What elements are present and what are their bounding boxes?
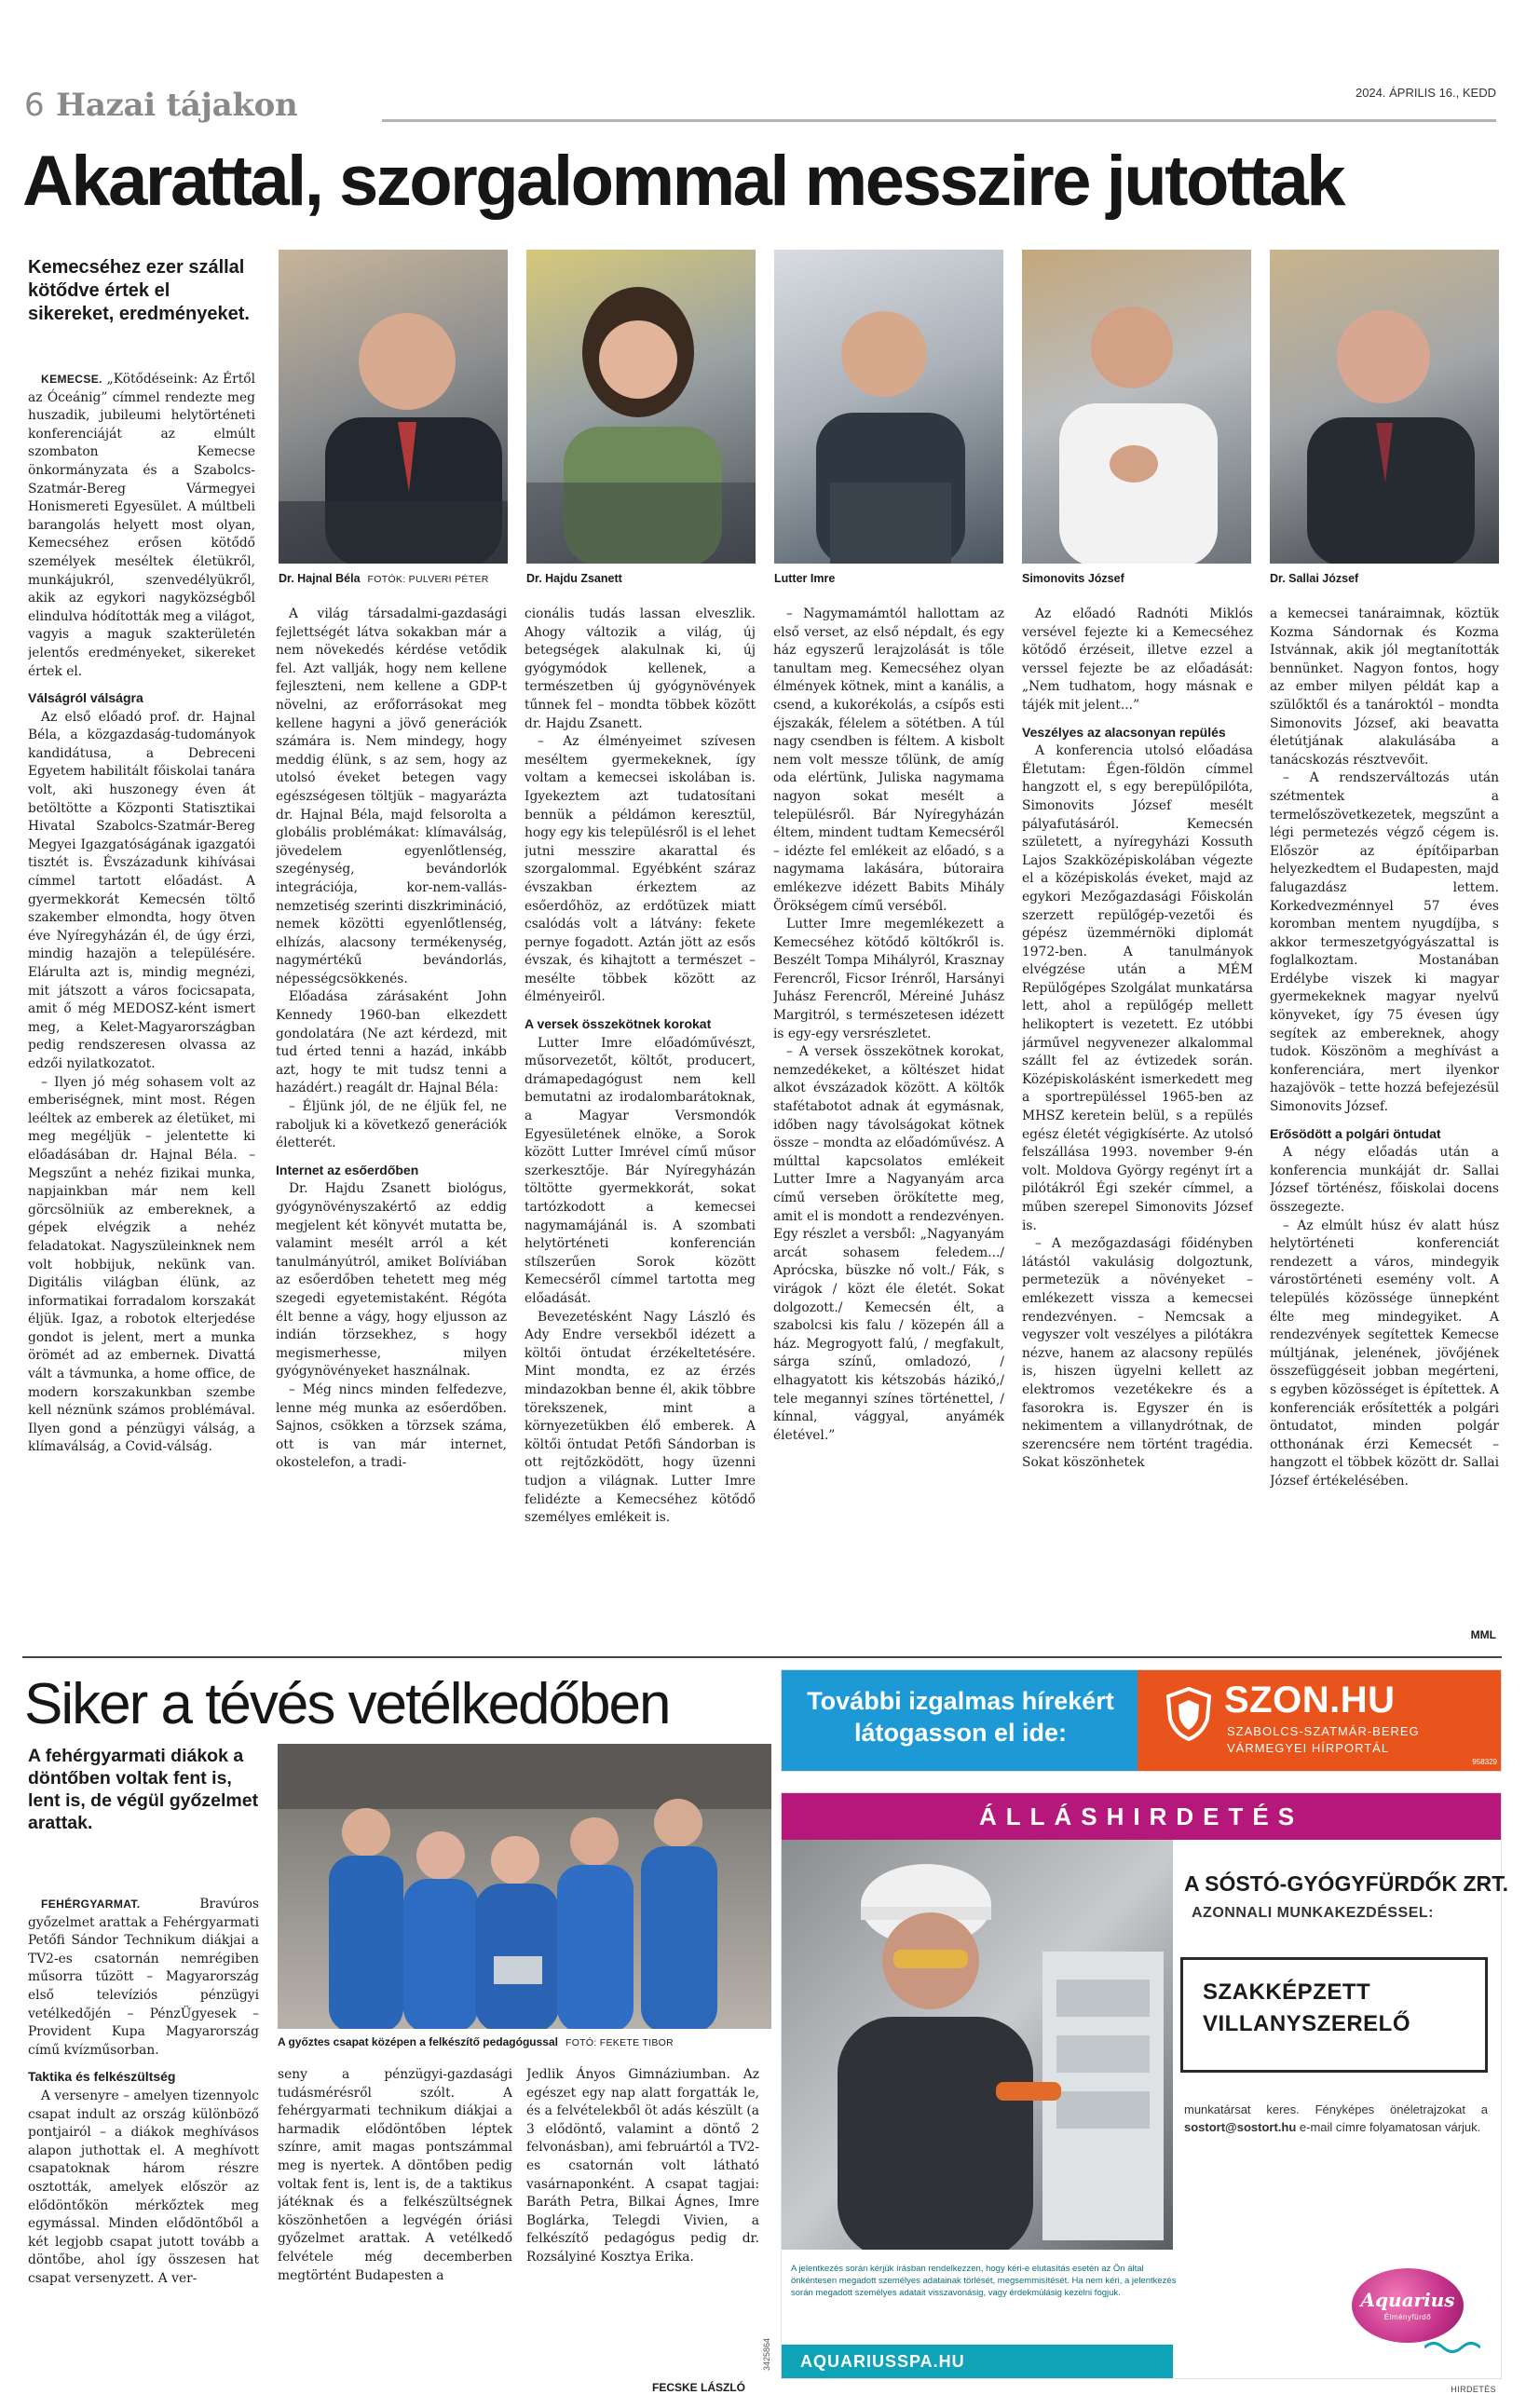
paragraph: Dr. Hajdu Zsanett biológus, gyógynövényszakértő az eddig megjelent két könyvét mutatta be, valamint mesélt arról a két tanulmányútról, amiket Bolíviában az esőerdőben tehetett meg még szegedi egyetemistaként. Régóta élt benne a vágy, hogy eljusson az indián törzsekhez, s hogy megismerhesse, milyen gyógynövényeket használnak. [276,1181,507,1380]
paragraph: – Nagymamámtól hallottam az első verset, az első népdalt, és egy ház egyszerű lerajzolását is tőle tanultam meg. Kemecséhez olyan élmények kötnek, mint a kanális, a csend, a kukorékolás, a csípős esti éjszakák, félelem a sötétben. A túl nagy csendben is féltem. A kisbolt nem volt messze tőlünk, de amíg oda elértünk, Juliska nagymama nagyon sokat mesélt a településről. Bár Nyíregyházán éltem, mindent tudtam Kemecséről – idézte fel emlékeit az előadó, s a nagymama lakására, bútoraira emlékezve idézett Babits Mihály Örökségem című verséből. [773,606,1004,914]
ad-label: HIRDETÉS [1451,2385,1496,2394]
apply-text-1: munkatársat keres. Fényképes önéletrajzokat a [1184,2102,1488,2116]
article-column-6 [1270,605,1499,1647]
article-divider [22,1656,1502,1658]
photo-hajnal-bela [279,250,508,564]
paragraph: a kemecsei tanáraimnak, köztük Kozma Sándornak és Kozma Istvánnak, akik jól megtanították bennünket. Nagyon fontos, hogy az ember milyen példát kap a szülőktől és a tanároktól – mondta Simonovits József, aki beavatta életútjának alakulásába a tanácskozás résztvevőit. [1270,606,1499,768]
szon-logo: SZON.HU [1224,1680,1396,1721]
photo-credit: FOTÓK: PULVERI PÉTER [367,574,489,585]
paragraph: Bevezetésként Nagy László és Ady Endre versekből idézett a költői öntudat érzékeltetésére. Mint mondta, ez az érzés mindazokban benne él, akik többre törekszenek, mint a környezetükben élő emberek. A költői öntudat Petőfi Sándorban is ott rejtőzködött, hogy üzenni tudjon a világnak. Lutter Imre felidézte a Kemecséhez kötődő személyes emlékeit is. [525,1309,756,1526]
apply-text-2: e-mail címre folyamatosan várjuk. [1299,2120,1481,2134]
team-photo-illustration [278,1744,771,2029]
position-line-1: SZAKKÉPZETT [1203,1979,1371,2005]
photo-caption [279,572,489,585]
photo-lutter-imre [774,250,1003,564]
paragraph: Lutter Imre előadóművészt, műsorvezetőt, költőt, producert, drámapedagógust nem kell bemutatni az irodalombarátoknak, a Magyar Versmondók Egyesületének elnöke, a Sorok között Lutter Imrével című műsor szerkesztője. Bár Nyíregyházán töltötte gyermekkorát, sokat tartózkodott a kemecsei nagymamájánál is. A szombati helytörténeti konferencián stílszerűen Sorok között Kemecséről címmel tartotta meg előadását. [525,1035,756,1306]
apply-text [1184,2101,1488,2136]
paragraph: – A mezőgazdasági főidényben látástól vakulásig dolgoztunk, permetezük a növényeket – emlékezett vissza a kemecsei rendezvényen. – Nemcsak a vegyszer volt veszélyes a pilótákra nézve, hanem az alacsony repülés is, hiszen ügyelni kellett az elektromos vezetékekre és a fasorokra is. Egyszer én is nekimentem a villanydrótnak, de szerencsére nem történt tragédia. Sokat köszönhetek [1022,1236,1253,1471]
position-line-2: VILLANYSZERELŐ [1203,2011,1411,2036]
photo-caption: Dr. Hajdu Zsanett [526,572,622,585]
subheading: Válságról válságra [28,690,143,706]
section-title: Hazai tájakon [56,87,298,124]
subheading: Erősödött a polgári öntudat [1270,1125,1441,1141]
job-banner: ÁLLÁSHIRDETÉS [782,1793,1501,1840]
apply-email-link[interactable]: sostort@sostort.hu [1184,2120,1297,2134]
photo-credit: FOTÓ: FEKETE TIBOR [565,2037,674,2048]
caption-text: A győztes csapat középen a felkészítő pedagógussal [278,2035,558,2048]
szon-ad[interactable] [781,1669,1502,1772]
header-date: 2024. ÁPRILIS 16., KEDD [1355,86,1496,100]
dateline: KEMECSE. [41,373,102,386]
article-column-3 [525,605,756,1647]
szon-ad-text: További izgalmas hírekért látogasson el ide: [807,1687,1114,1747]
article-column-1 [28,371,255,1647]
aquarius-brand-sub: Élményfürdő [1383,2313,1432,2321]
page-number: 6 [24,87,45,124]
szon-code: 958329 [1472,1758,1497,1766]
photo-hajdu-zsanett [526,250,756,564]
subheading: Taktika és felkészültség [28,2069,176,2085]
article-column-5 [1022,605,1253,1647]
wave-icon [1424,2339,1480,2356]
subheading: Internet az esőerdőben [276,1162,419,1177]
photo-caption: Dr. Sallai József [1270,572,1359,585]
photo-caption: Lutter Imre [774,572,836,585]
paragraph: A négy előadás után a konferencia munkáját dr. Sallai József történész, főiskolai docens összegezte. [1270,1145,1499,1215]
photo-sallai-jozsef [1270,250,1499,564]
aquarius-logo [1352,2268,1464,2343]
paragraph: – Még nincs minden felfedezve, lenne még munka az esőerdőben. Sajnos, csökken a törzsek száma, ott is van már internet, okostelefon, a tradi- [276,1381,507,1471]
article2-headline: Siker a tévés vetélkedőben [24,1672,670,1736]
article-column-4 [773,605,1004,1647]
privacy-text: A jelentkezés során kérjük írásban rendelkezzen, hogy kéri-e elutasítás esetén az Ön által önkéntesen megadott személyes adatainak törlését, megsemmisítését. Ha nem kéri, a jelentkezés során megadott személyes adatait visszavonásig, vagy érdekmúlásig kezelni fogjuk. [791,2264,1177,2298]
electrician-illustration [782,1840,1173,2250]
portrait-illustration [1022,250,1251,564]
paragraph: – Az elmúlt húsz év alatt húsz helytörténeti konferenciát rendezett a város, mindegyik várostörténeti esemény volt. A település közössége ünnepként élte meg mindegyiket. A rendezvények segítettek Kemecse múltjának, jelenének, jövőjének összefüggéseit jobban megérteni, s egyben közösséget is építettek. A konferenciák erősítették a polgári öntudatot, minden polgár otthonának érzi Kemecsét – hangzott el többek között dr. Sallai József értékelésében. [1270,1218,1499,1489]
electrician-photo [782,1840,1173,2250]
article2-lead: A fehérgyarmati diákok a döntőben voltak fent is, lent is, de végül győzelmet arattak. [28,1746,259,1833]
article2-column-1 [28,1896,259,2399]
paragraph: „Kötődéseink: Az Értől az Óceánig” címmel rendezte meg huszadik, jubileumi helytörténeti konferenciáját az elmúlt szombaton Kemecse önkormányzata és a Szabolcs-Szatmár-Bereg Vármegyei Honismereti Egyesület. A múltbeli barangolás helyett most olyan, Kemecséhez erősen kötődő személyek meséltek életükről, munkájukról, szenvedélyükről, akik az egykori nagyközségből elindulva hódították meg a világot, vagyis a maguk szakterületén jelentős eredményeket, sikereket értek el. [28,372,255,679]
photo-winning-team [278,1744,771,2029]
portrait-illustration [279,250,508,564]
caption-name: Dr. Hajnal Béla [279,572,361,585]
photo-caption [278,2035,674,2048]
shield-icon [1165,1687,1212,1741]
paragraph: Bravúros győzelmet arattak a Fehérgyarmati Petőfi Sándor Technikum diákjai a TV2-es csatornán nemrégiben műsorra tűzött – Magyarország első televíziós pénzügyi vetélkedőjén – PénzÜgyesek – Provident Kupa Magyarország című kvízműsorban. [28,1897,259,2058]
article-lead: Kemecséhez ezer szállal kötődve értek el sikereket, eredményeket. [28,257,250,324]
paragraph: A konferencia utolsó előadása Életutam: Égen-földön címmel hangzott el, s egy berepülőpilóta, Simonovits József mesélt pályafutásáról. Kemecsén született, a nyíregyházi Kossuth Lajos Szakközépiskolában végezte el a középiskolás éveket, majd az egykori Mezőgazdasági Főiskolán szerzett repülőgép-vezetői és gépész üzemmérnöki diplomát 1972-ben. A tanulmányok elvégzése után a MÉM Repülőgépes Szolgálat munkatársa lett, ahol a repülőgép mellett helikoptert is vezetett. Ez utóbbi járművel negyvenezer alkalommal szállt fel az évtizedek során. Középiskolásként ismerkedett meg a sportrepüléssel 1965-ben az MHSZ keretein belül, s a repülés egész életét végigkísérte. Az utolsó felszállása 1993. november 9-én volt. Moldova György regényt írt a pilótákról Égi szekér címmel, a műben szerepel Simonovits József is. [1022,743,1253,1233]
paragraph: – A rendszerváltozás után szétmentek a termelőszövetkezetek, megszűnt a légi permetezés végző cégem is. Először az építőiparban helyezkedtem el Budapesten, majd falugazdász lettem. Korkedvezménnyel 57 éves koromban mentem nyugdíjba, s akkor termeszetgyógyászattal is foglalkoztam. Mostanában Erdélybe viszek ki magyar gyermekeknek magyar nyelvű könyveket, így 75 évesen úgy segítek az embereknek, ahogy tudok. Köszönöm a meghívást a konferenciára, mert ilyenkor hazajövök – tette hozzá befejezésül Simonovits József. [1270,770,1499,1115]
paragraph: A versenyre – amelyen tizennyolc csapat indult az ország különböző pontjairól – a diákok meghívásos alapon juthottak el. A meghívott csapatoknak három részre osztották, amelyek először az elődöntőkön mérkőztek meg egymással. Minden elődöntőből a két legjobb csapat jutott tovább a döntőbe, ahol így összesen hat csapat versenyzett. A ver- [28,2088,259,2286]
portrait-illustration [526,250,756,564]
paragraph: Jedlik Ányos Gimnáziumban. Az egészet egy nap alatt forgatták le, és a felvételekből öt adás készült (a 3 elődöntő, valamint a döntő 2 felvonásban), ami februártól a TV2-es csatornán volt látható vasárnaponként. A csapat tagjai: Baráth Petra, Bilkai Ágnes, Imre Boglárka, Telegdi Vivien, a felkészítő pedagógus pedig dr. Rozsályiné Kosztya Erika. [526,2067,759,2265]
paragraph: Az első előadó prof. dr. Hajnal Béla, a közgazdaság-tudományok kandidátusa, a Debreceni Egyetem habilitált főiskolai tanára volt, aki huszonegy éven át betöltötte a Központi Statisztikai Hivatal Szabolcs-Szatmár-Bereg Megyei Igazgatóságának igazgatói tisztét is. Évszázadunk kihívásai címmel tartott előadást. A gyermekkorát Kemecsén töltő szakember elmondta, hogy ötven éve Nyíregyházán él, de úgy érzi, mindig hazajön a településére. Elárulta azt is, mindig megnézi, mit játszott a város focicsapata, amit ő még MEDOSZ-ként ismert meg, a Kelet-Magyarországban pedig rendszeresen olvassa az edzői nyilatkozatot. [28,709,255,1071]
dateline: FEHÉRGYARMAT. [41,1898,141,1911]
paragraph: – A versek összekötnek korokat, nemzedékeket, a költészet hidat alkot évszázadok között. A költők stafétabotot adnak át egymásnak, időben nagy távolságokat kötnek össze – mondta az előadóművész. A múlttal kapcsolatos emlékeit Lutter Imre a Nagyanyám arca című verseben örökítette meg, amit el is mondott a rendezvényen. Egy részlet a versből: „Nagyanyám arcát sohasem feledem.../ Aprócska, büszke nő volt./ Fák, s virágok / közt éle életét. Sokat dolgozott./ Kemecsén élt, a szabolcsi kis falu / közepén áll a ház. Megrogyott falú, / megfakult, sárga színű, omladozó, / elhagyatott kis kétszobás házikó,/ tele megannyi színes történettel, / kínnal, vággyal, anyámék életével.” [773,1044,1004,1443]
photo-caption: Simonovits József [1022,572,1124,585]
subheading: Veszélyes az alacsonyan repülés [1022,724,1226,740]
aquarius-url[interactable]: AQUARIUSSPA.HU [782,2345,1173,2378]
paragraph: Az előadó Radnóti Miklós versével fejezte ki a Kemecséhez kötődő érzéseit, illetve ezzel a verssel fejezte be az előadását: „Nem tudhatom, hogy másnak e tájék mit jelent...” [1022,606,1253,713]
szon-subtitle-2: VÁRMEGYEI HÍRPORTÁL [1227,1741,1390,1755]
szon-subtitle-1: SZABOLCS-SZATMÁR-BEREG [1227,1724,1420,1738]
paragraph: – Éljünk jól, de ne éljük fel, ne raboljuk ki a következő generációk életterét. [276,1099,507,1151]
company-name: A SÓSTÓ-GYÓGYFÜRDŐK ZRT. [1184,1871,1508,1896]
article2-column-3 [526,2066,759,2400]
photo-simonovits-jozsef [1022,250,1251,564]
vertical-code: 3425864 [762,2337,771,2371]
paragraph: Lutter Imre megemlékezett a Kemecséhez kötődő költőkről is. Beszélt Tompa Mihályról, Krasznay Ferencről, Ficsor Irénről, Harsányi Juhász Ferencről, Méreiné Juhász Margitról, s természetesen idézett is egy-egy versrészletet. [773,917,1004,1041]
article-signature: MML [1470,1628,1496,1641]
job-ad[interactable] [781,1792,1508,2379]
portrait-illustration [774,250,1003,564]
article2-signature: FECSKE LÁSZLÓ [652,2381,746,2394]
aquarius-brand: Aquarius [1360,2289,1455,2311]
company-subtitle: AZONNALI MUNKAKEZDÉSSEL: [1192,1905,1434,1921]
article-column-2 [276,605,507,1647]
subheading: A versek összekötnek korokat [525,1016,712,1032]
paragraph: A világ társadalmi-gazdasági fejlettségét látva sokakban már a nem növekedés kérdése vetődik fel. Azt vallják, hogy nem kellene fejleszteni, nem kellene a GDP-t növelni, az erőforrásokat meg kellene hagyni a jövő generációk számára is. Nem mindegy, hogy meddig élünk, s az sem, hogy az utolsó éveket betegen vagy egészségesen töltjük – magyarázta dr. Hajnal Béla, majd felsorolta a globális problémákat: klímaválság, jövedelem egyenlőtlenség, szegénység, bevándorlók integrációja, kor-nem-vallás-nemzetiség szerinti diszkrimináció, nemek közötti egyenlőtlenség, elhízás, alacsony termékenység, nagymértékű bevándorlás, népességcsökkenés. [276,606,507,986]
paragraph: Előadása zárásaként John Kennedy 1960-ban elkezdett gondolatára (Ne azt kérdezd, mit tud érted tenni a hazád, inkább azt, hogy te mit tudsz tenni a hazádért.) reagált dr. Hajnal Béla: [276,989,507,1096]
article-headline: Akarattal, szorgalommal messzire jutottak [22,142,1344,221]
portrait-illustration [1270,250,1499,564]
paragraph: – Ilyen jó még sohasem volt az emberiségnek, mint most. Régen leéltek az emberek az életüket, mi meg megéljük – jelentette ki előadásában dr. Hajnal Béla. – Megszűnt a nehéz fizikai munka, napjainkban már nem kell görcsölniük az embereknek, a gépek elvégzik a nehéz feladatokat. Nagyszüleinknek nem volt hobbijuk, nekünk van. Digitális világban élünk, az informatikai forradalom korszakát éljük. Igaz, a robotok elterjedése gondot is jelent, mert a munka örömét ad az embernek. Divattá vált a távmunka, a home office, de modern korszakunkban szembe kell néznünk számos problémával. Ilyen gond a pénzügyi válság, a klímaválság, a Covid-válság. [28,1074,255,1455]
paragraph: – Az élményeimet szívesen meséltem gyermekeknek, így voltam a kemecsei iskolában is. Igyekeztem azt tudatosítani bennük a példámon keresztül, hogy egy kis településről is el lehet jutni messzire akarattal és szorgalommal. Egyébként száraz évszakban érkeztem az esőerdőhöz, az erdőtüzek miatt csalódás volt a látvány: fekete pernye fogadott. Aztán jött az esős évszak, és kihajtott a természet – mesélte többek között az élményeiről. [525,734,756,1005]
article2-column-2 [278,2066,512,2400]
header-rule [382,119,1496,122]
paragraph: seny a pénzügyi-gazdasági tudásmérésről szólt. A fehérgyarmati technikum diákjai a harmadik elődöntőben léptek színre, amit magas pontszámmal meg is nyertek. A döntőben pedig voltak fent is, lent is, de a taktikus játéknak és a felkészültségnek köszönhetően a legvégén óriási győzelmet arattak. A vetélkedő felvétele még decemberben megtörtént Budapesten a [278,2067,512,2283]
paragraph: cionális tudás lassan elveszlik. Ahogy változik a világ, új betegségek alakulnak ki, új gyógymódok kellenek, a természetben új gyógynövények tűnnek fel – mondta többek között dr. Hajdu Zsanett. [525,606,756,731]
